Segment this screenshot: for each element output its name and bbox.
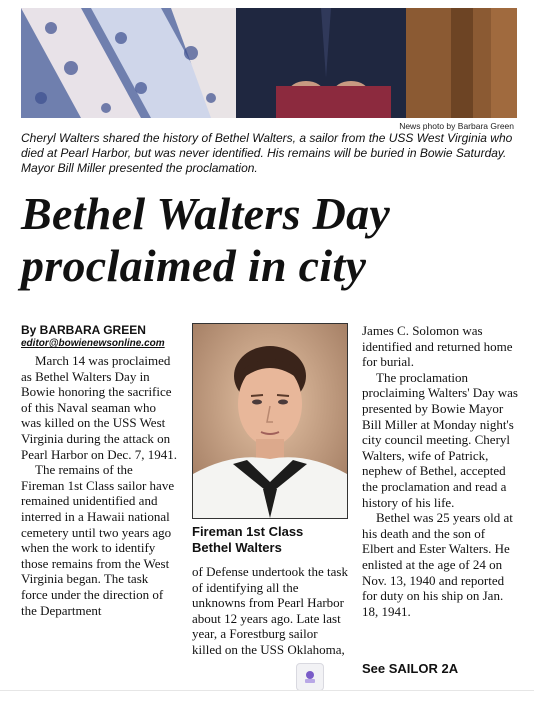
paragraph: of Defense undertook the task of identifying all the unknowns from Pearl Harbor about 12 years ago. Late last year, a Forestburg sailor killed on the USS Oklahoma, <box>192 564 348 657</box>
article-column-3 <box>362 323 519 619</box>
article-column-1 <box>21 353 178 618</box>
app-badge-glyph <box>302 669 318 685</box>
photo-caption: Cheryl Walters shared the history of Bethel Walters, a sailor from the USS West Virginia who died at Pearl Harbor, but was never identified. His remains will be buried in Bowie Saturday. Mayor Bill Miller presented the proclamation. <box>21 131 513 175</box>
portrait-photo <box>192 323 348 519</box>
bottom-bar <box>0 690 534 703</box>
app-badge-icon[interactable] <box>296 663 324 691</box>
portrait-caption <box>192 524 350 556</box>
portrait-caption-line-2: Bethel Walters <box>192 540 282 555</box>
portrait-illustration <box>193 324 347 518</box>
paragraph: Bethel was 25 years old at his death and the son of Elbert and Ester Walters. He enlisted at the age of 24 on Nov. 13, 1940 and reported for duty on his ship on Jan. 18, 1941. <box>362 510 513 619</box>
headline <box>21 188 521 292</box>
jump-line[interactable]: See SAILOR 2A <box>362 661 459 676</box>
paragraph: The proclamation proclaiming Walters' Day was presented by Bowie Mayor Bill Miller at Monday night's city council meeting. Cheryl Walters, wife of Patrick, nephew of Bethel, accepted the proclamation and read a history of his life. <box>362 369 518 510</box>
byline: By BARBARA GREEN <box>21 323 146 337</box>
photo-credit: News photo by Barbara Green <box>399 121 514 131</box>
portrait-caption-line-1: Fireman 1st Class <box>192 524 304 539</box>
article-column-2 <box>192 564 350 658</box>
paragraph: March 14 was proclaimed as Bethel Walters Day in Bowie honoring the sacrifice of this Naval seaman who was killed on the USS West Virginia during the attack on Pearl Harbor on Dec. 7, 1941. <box>21 353 177 462</box>
photo-illustration <box>21 8 517 118</box>
paragraph: The remains of the Fireman 1st Class sailor have remained unidentified and interred in a Hawaii national cemetery until two years ago when the work to identify those remains from the West Virginia began. The task force under the direction of the Department <box>21 462 175 618</box>
email-link[interactable]: editor@bowienewsonline.com <box>21 338 165 349</box>
headline-line-1: Bethel Walters Day <box>21 188 391 239</box>
headline-line-2: proclaimed in city <box>21 240 367 291</box>
paragraph: James C. Solomon was identified and returned home for burial. <box>362 323 513 370</box>
top-photo <box>21 8 517 118</box>
